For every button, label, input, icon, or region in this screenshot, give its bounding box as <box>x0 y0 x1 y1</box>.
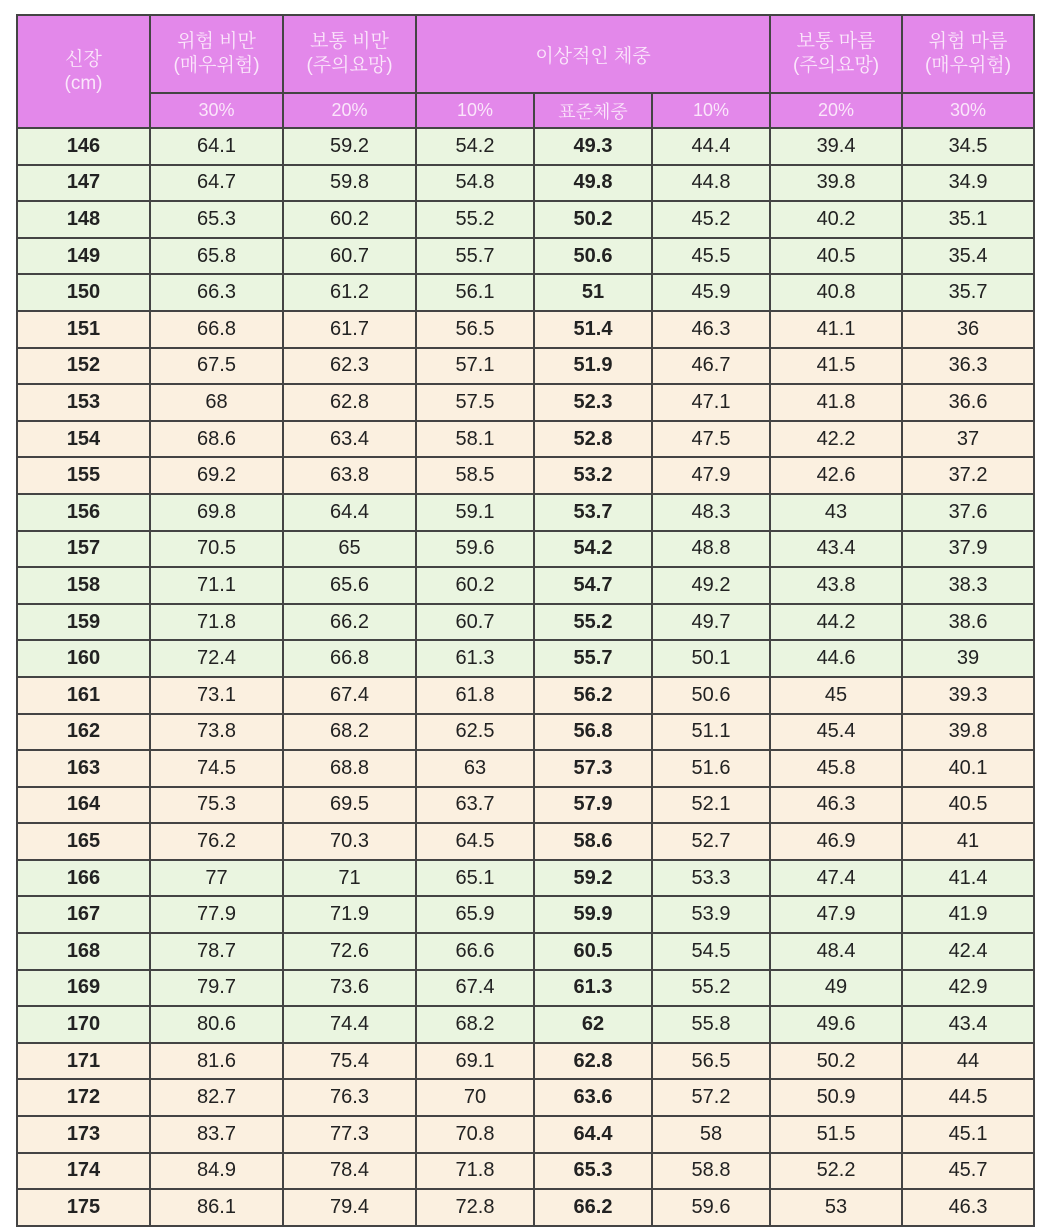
height-cell: 149 <box>17 238 150 275</box>
table-row <box>17 567 1034 604</box>
moderate-obese-cell: 60.7 <box>283 238 416 275</box>
ideal-minus-cell: 44.4 <box>652 128 770 165</box>
height-cell: 159 <box>17 604 150 641</box>
danger-thin-cell: 35.4 <box>902 238 1034 275</box>
moderate-obese-cell: 69.5 <box>283 787 416 824</box>
moderate-obese-cell: 70.3 <box>283 823 416 860</box>
moderate-thin-cell: 46.3 <box>770 787 902 824</box>
height-cell: 161 <box>17 677 150 714</box>
danger-obese-cell: 65.8 <box>150 238 283 275</box>
danger-obese-cell: 69.2 <box>150 457 283 494</box>
table-row <box>17 604 1034 641</box>
table-row <box>17 274 1034 311</box>
standard-weight-cell: 59.2 <box>534 860 652 897</box>
height-cell: 164 <box>17 787 150 824</box>
standard-weight-cell: 54.7 <box>534 567 652 604</box>
moderate-thin-cell: 41.5 <box>770 348 902 385</box>
moderate-thin-cell: 45.8 <box>770 750 902 787</box>
standard-weight-cell: 57.3 <box>534 750 652 787</box>
standard-weight-cell: 56.2 <box>534 677 652 714</box>
ideal-minus-cell: 58.8 <box>652 1153 770 1190</box>
ideal-plus-cell: 67.4 <box>416 970 534 1007</box>
height-cell: 150 <box>17 274 150 311</box>
ideal-minus-cell: 45.2 <box>652 201 770 238</box>
danger-thin-cell: 42.9 <box>902 970 1034 1007</box>
moderate-obese-cell: 59.8 <box>283 165 416 202</box>
standard-weight-cell: 51 <box>534 274 652 311</box>
ideal-plus-cell: 61.3 <box>416 640 534 677</box>
standard-weight-cell: 62 <box>534 1006 652 1043</box>
table-row <box>17 311 1034 348</box>
danger-obese-cell: 77 <box>150 860 283 897</box>
height-cell: 166 <box>17 860 150 897</box>
table-row <box>17 421 1034 458</box>
ideal-minus-cell: 48.3 <box>652 494 770 531</box>
moderate-obese-cell: 66.8 <box>283 640 416 677</box>
danger-thin-cell: 38.6 <box>902 604 1034 641</box>
ideal-minus-cell: 49.7 <box>652 604 770 641</box>
moderate-obese-cell: 78.4 <box>283 1153 416 1190</box>
ideal-plus-cell: 56.1 <box>416 274 534 311</box>
moderate-thin-cell: 46.9 <box>770 823 902 860</box>
danger-thin-cell: 39.8 <box>902 714 1034 751</box>
moderate-thin-cell: 49.6 <box>770 1006 902 1043</box>
moderate-obese-cell: 62.3 <box>283 348 416 385</box>
danger-thin-cell: 36.6 <box>902 384 1034 421</box>
height-cell: 168 <box>17 933 150 970</box>
ideal-plus-cell: 68.2 <box>416 1006 534 1043</box>
danger-obese-cell: 72.4 <box>150 640 283 677</box>
ideal-minus-cell: 57.2 <box>652 1079 770 1116</box>
danger-thin-cell: 42.4 <box>902 933 1034 970</box>
moderate-obese-cell: 63.8 <box>283 457 416 494</box>
sub-header-danger-thin: 30% <box>902 93 1034 128</box>
ideal-minus-cell: 47.1 <box>652 384 770 421</box>
ideal-minus-cell: 52.7 <box>652 823 770 860</box>
table-row <box>17 860 1034 897</box>
danger-thin-cell: 39 <box>902 640 1034 677</box>
moderate-thin-cell: 42.2 <box>770 421 902 458</box>
ideal-minus-cell: 47.5 <box>652 421 770 458</box>
height-cell: 155 <box>17 457 150 494</box>
danger-thin-cell: 38.3 <box>902 567 1034 604</box>
ideal-minus-cell: 50.6 <box>652 677 770 714</box>
table-row <box>17 1153 1034 1190</box>
moderate-thin-cell: 45 <box>770 677 902 714</box>
danger-thin-cell: 35.7 <box>902 274 1034 311</box>
danger-obese-cell: 79.7 <box>150 970 283 1007</box>
moderate-obese-header: 보통 비만 (주의요망) <box>283 15 416 93</box>
moderate-thin-cell: 39.4 <box>770 128 902 165</box>
danger-obese-cell: 77.9 <box>150 896 283 933</box>
danger-obese-cell: 73.1 <box>150 677 283 714</box>
moderate-thin-cell: 47.9 <box>770 896 902 933</box>
table-row <box>17 1189 1034 1226</box>
moderate-obese-cell: 62.8 <box>283 384 416 421</box>
sub-header-moderate-thin: 20% <box>770 93 902 128</box>
moderate-obese-cell: 68.8 <box>283 750 416 787</box>
standard-weight-cell: 50.6 <box>534 238 652 275</box>
moderate-thin-cell: 41.1 <box>770 311 902 348</box>
ideal-plus-cell: 70 <box>416 1079 534 1116</box>
height-cell: 171 <box>17 1043 150 1080</box>
standard-weight-cell: 49.8 <box>534 165 652 202</box>
table-row <box>17 238 1034 275</box>
danger-obese-cell: 71.8 <box>150 604 283 641</box>
table-row <box>17 896 1034 933</box>
ideal-plus-cell: 62.5 <box>416 714 534 751</box>
moderate-thin-cell: 49 <box>770 970 902 1007</box>
ideal-minus-cell: 58 <box>652 1116 770 1153</box>
danger-obese-cell: 81.6 <box>150 1043 283 1080</box>
danger-obese-cell: 64.1 <box>150 128 283 165</box>
moderate-thin-cell: 43.4 <box>770 531 902 568</box>
standard-weight-cell: 56.8 <box>534 714 652 751</box>
table-row <box>17 531 1034 568</box>
danger-thin-cell: 39.3 <box>902 677 1034 714</box>
moderate-thin-cell: 50.9 <box>770 1079 902 1116</box>
ideal-plus-cell: 54.8 <box>416 165 534 202</box>
danger-obese-cell: 68 <box>150 384 283 421</box>
danger-thin-cell: 45.1 <box>902 1116 1034 1153</box>
moderate-thin-cell: 44.6 <box>770 640 902 677</box>
danger-obese-cell: 86.1 <box>150 1189 283 1226</box>
ideal-minus-cell: 53.3 <box>652 860 770 897</box>
ideal-plus-cell: 61.8 <box>416 677 534 714</box>
table-row <box>17 201 1034 238</box>
standard-weight-cell: 64.4 <box>534 1116 652 1153</box>
moderate-thin-cell: 50.2 <box>770 1043 902 1080</box>
danger-thin-cell: 34.9 <box>902 165 1034 202</box>
weight-table-container <box>16 14 1033 1227</box>
moderate-thin-cell: 40.2 <box>770 201 902 238</box>
ideal-plus-cell: 66.6 <box>416 933 534 970</box>
ideal-plus-cell: 54.2 <box>416 128 534 165</box>
moderate-thin-cell: 51.5 <box>770 1116 902 1153</box>
table-row <box>17 1006 1034 1043</box>
moderate-thin-cell: 53 <box>770 1189 902 1226</box>
standard-weight-cell: 51.9 <box>534 348 652 385</box>
danger-thin-cell: 40.1 <box>902 750 1034 787</box>
moderate-thin-cell: 39.8 <box>770 165 902 202</box>
danger-thin-cell: 36 <box>902 311 1034 348</box>
height-cell: 163 <box>17 750 150 787</box>
moderate-obese-cell: 77.3 <box>283 1116 416 1153</box>
moderate-thin-cell: 43 <box>770 494 902 531</box>
ideal-plus-cell: 72.8 <box>416 1189 534 1226</box>
danger-thin-cell: 37.9 <box>902 531 1034 568</box>
danger-obese-cell: 83.7 <box>150 1116 283 1153</box>
table-row <box>17 677 1034 714</box>
danger-obese-cell: 71.1 <box>150 567 283 604</box>
height-cell: 174 <box>17 1153 150 1190</box>
sub-header-ideal-plus: 10% <box>416 93 534 128</box>
table-row <box>17 1043 1034 1080</box>
danger-obese-cell: 80.6 <box>150 1006 283 1043</box>
ideal-minus-cell: 53.9 <box>652 896 770 933</box>
danger-thin-cell: 34.5 <box>902 128 1034 165</box>
danger-thin-cell: 46.3 <box>902 1189 1034 1226</box>
ideal-plus-cell: 69.1 <box>416 1043 534 1080</box>
danger-thin-cell: 40.5 <box>902 787 1034 824</box>
ideal-minus-cell: 50.1 <box>652 640 770 677</box>
table-row <box>17 1079 1034 1116</box>
standard-weight-cell: 53.7 <box>534 494 652 531</box>
sub-header-moderate-obese: 20% <box>283 93 416 128</box>
ideal-minus-cell: 55.8 <box>652 1006 770 1043</box>
danger-obese-cell: 69.8 <box>150 494 283 531</box>
danger-obese-cell: 76.2 <box>150 823 283 860</box>
moderate-obese-cell: 67.4 <box>283 677 416 714</box>
danger-thin-cell: 44 <box>902 1043 1034 1080</box>
ideal-plus-cell: 70.8 <box>416 1116 534 1153</box>
ideal-minus-cell: 46.7 <box>652 348 770 385</box>
danger-thin-cell: 41 <box>902 823 1034 860</box>
danger-thin-cell: 45.7 <box>902 1153 1034 1190</box>
standard-weight-cell: 55.7 <box>534 640 652 677</box>
ideal-plus-cell: 55.7 <box>416 238 534 275</box>
moderate-obese-cell: 60.2 <box>283 201 416 238</box>
ideal-plus-cell: 58.1 <box>416 421 534 458</box>
height-cell: 148 <box>17 201 150 238</box>
height-cell: 153 <box>17 384 150 421</box>
height-cell: 173 <box>17 1116 150 1153</box>
danger-thin-cell: 35.1 <box>902 201 1034 238</box>
moderate-obese-cell: 64.4 <box>283 494 416 531</box>
danger-obese-cell: 73.8 <box>150 714 283 751</box>
moderate-obese-cell: 61.2 <box>283 274 416 311</box>
danger-obese-cell: 65.3 <box>150 201 283 238</box>
ideal-plus-cell: 56.5 <box>416 311 534 348</box>
danger-obese-cell: 74.5 <box>150 750 283 787</box>
ideal-plus-cell: 57.5 <box>416 384 534 421</box>
moderate-obese-cell: 65.6 <box>283 567 416 604</box>
danger-thin-cell: 41.4 <box>902 860 1034 897</box>
danger-obese-cell: 70.5 <box>150 531 283 568</box>
standard-weight-cell: 60.5 <box>534 933 652 970</box>
danger-thin-header: 위험 마름 (매우위험) <box>902 15 1034 93</box>
moderate-obese-cell: 76.3 <box>283 1079 416 1116</box>
standard-weight-cell: 49.3 <box>534 128 652 165</box>
danger-thin-cell: 41.9 <box>902 896 1034 933</box>
ideal-plus-cell: 58.5 <box>416 457 534 494</box>
danger-obese-cell: 75.3 <box>150 787 283 824</box>
table-row <box>17 714 1034 751</box>
danger-obese-cell: 66.8 <box>150 311 283 348</box>
table-row <box>17 787 1034 824</box>
moderate-obese-cell: 73.6 <box>283 970 416 1007</box>
standard-weight-cell: 53.2 <box>534 457 652 494</box>
moderate-thin-cell: 43.8 <box>770 567 902 604</box>
ideal-plus-cell: 57.1 <box>416 348 534 385</box>
height-cell: 167 <box>17 896 150 933</box>
ideal-minus-cell: 46.3 <box>652 311 770 348</box>
table-row <box>17 823 1034 860</box>
ideal-plus-cell: 71.8 <box>416 1153 534 1190</box>
height-cell: 169 <box>17 970 150 1007</box>
moderate-obese-cell: 65 <box>283 531 416 568</box>
height-cell: 147 <box>17 165 150 202</box>
ideal-minus-cell: 52.1 <box>652 787 770 824</box>
ideal-plus-cell: 65.1 <box>416 860 534 897</box>
moderate-thin-cell: 48.4 <box>770 933 902 970</box>
ideal-minus-cell: 55.2 <box>652 970 770 1007</box>
ideal-plus-cell: 63 <box>416 750 534 787</box>
sub-header-danger-obese: 30% <box>150 93 283 128</box>
standard-weight-cell: 55.2 <box>534 604 652 641</box>
moderate-thin-cell: 44.2 <box>770 604 902 641</box>
moderate-thin-cell: 40.8 <box>770 274 902 311</box>
standard-weight-cell: 54.2 <box>534 531 652 568</box>
danger-thin-cell: 37 <box>902 421 1034 458</box>
height-cell: 157 <box>17 531 150 568</box>
danger-obese-cell: 68.6 <box>150 421 283 458</box>
moderate-thin-cell: 40.5 <box>770 238 902 275</box>
moderate-obese-cell: 63.4 <box>283 421 416 458</box>
ideal-plus-cell: 59.1 <box>416 494 534 531</box>
moderate-obese-cell: 74.4 <box>283 1006 416 1043</box>
height-cell: 175 <box>17 1189 150 1226</box>
ideal-minus-cell: 47.9 <box>652 457 770 494</box>
moderate-thin-cell: 45.4 <box>770 714 902 751</box>
table-row <box>17 457 1034 494</box>
sub-header-standard-weight: 표준체중 <box>534 93 652 128</box>
danger-obese-header: 위험 비만 (매우위험) <box>150 15 283 93</box>
table-row <box>17 494 1034 531</box>
moderate-obese-cell: 68.2 <box>283 714 416 751</box>
danger-thin-cell: 37.2 <box>902 457 1034 494</box>
ideal-minus-cell: 45.5 <box>652 238 770 275</box>
danger-obese-cell: 66.3 <box>150 274 283 311</box>
moderate-obese-cell: 71.9 <box>283 896 416 933</box>
table-row <box>17 1116 1034 1153</box>
table-row <box>17 165 1034 202</box>
danger-thin-cell: 43.4 <box>902 1006 1034 1043</box>
standard-weight-cell: 65.3 <box>534 1153 652 1190</box>
height-cell: 172 <box>17 1079 150 1116</box>
ideal-minus-cell: 49.2 <box>652 567 770 604</box>
moderate-obese-cell: 59.2 <box>283 128 416 165</box>
moderate-obese-cell: 71 <box>283 860 416 897</box>
ideal-minus-cell: 54.5 <box>652 933 770 970</box>
height-cell: 165 <box>17 823 150 860</box>
standard-weight-cell: 62.8 <box>534 1043 652 1080</box>
ideal-plus-cell: 64.5 <box>416 823 534 860</box>
table-row <box>17 750 1034 787</box>
standard-weight-cell: 63.6 <box>534 1079 652 1116</box>
table-row <box>17 384 1034 421</box>
danger-obese-cell: 84.9 <box>150 1153 283 1190</box>
sub-header-ideal-minus: 10% <box>652 93 770 128</box>
table-header <box>17 15 1034 128</box>
danger-obese-cell: 67.5 <box>150 348 283 385</box>
ideal-plus-cell: 65.9 <box>416 896 534 933</box>
ideal-minus-cell: 56.5 <box>652 1043 770 1080</box>
danger-obese-cell: 82.7 <box>150 1079 283 1116</box>
moderate-obese-cell: 72.6 <box>283 933 416 970</box>
ideal-minus-cell: 44.8 <box>652 165 770 202</box>
ideal-plus-cell: 60.7 <box>416 604 534 641</box>
height-cell: 156 <box>17 494 150 531</box>
ideal-plus-cell: 63.7 <box>416 787 534 824</box>
standard-weight-cell: 58.6 <box>534 823 652 860</box>
height-cell: 151 <box>17 311 150 348</box>
standard-weight-cell: 52.3 <box>534 384 652 421</box>
ideal-plus-cell: 60.2 <box>416 567 534 604</box>
height-header: 신장 (cm) <box>17 15 150 128</box>
table-row <box>17 933 1034 970</box>
height-cell: 154 <box>17 421 150 458</box>
ideal-minus-cell: 51.1 <box>652 714 770 751</box>
ideal-minus-cell: 51.6 <box>652 750 770 787</box>
ideal-weight-header: 이상적인 체중 <box>416 15 770 93</box>
danger-thin-cell: 37.6 <box>902 494 1034 531</box>
table-row <box>17 128 1034 165</box>
moderate-thin-cell: 47.4 <box>770 860 902 897</box>
moderate-obese-cell: 79.4 <box>283 1189 416 1226</box>
danger-thin-cell: 44.5 <box>902 1079 1034 1116</box>
moderate-obese-cell: 75.4 <box>283 1043 416 1080</box>
standard-weight-cell: 50.2 <box>534 201 652 238</box>
moderate-thin-cell: 41.8 <box>770 384 902 421</box>
standard-weight-cell: 52.8 <box>534 421 652 458</box>
ideal-minus-cell: 59.6 <box>652 1189 770 1226</box>
table-row <box>17 348 1034 385</box>
ideal-plus-cell: 55.2 <box>416 201 534 238</box>
table-row <box>17 970 1034 1007</box>
moderate-thin-header: 보통 마름 (주의요망) <box>770 15 902 93</box>
height-cell: 160 <box>17 640 150 677</box>
moderate-obese-cell: 61.7 <box>283 311 416 348</box>
table-body <box>17 128 1034 1226</box>
moderate-thin-cell: 52.2 <box>770 1153 902 1190</box>
standard-weight-cell: 57.9 <box>534 787 652 824</box>
standard-weight-cell: 66.2 <box>534 1189 652 1226</box>
moderate-thin-cell: 42.6 <box>770 457 902 494</box>
table-row <box>17 640 1034 677</box>
height-cell: 152 <box>17 348 150 385</box>
height-cell: 146 <box>17 128 150 165</box>
standard-weight-cell: 61.3 <box>534 970 652 1007</box>
height-cell: 162 <box>17 714 150 751</box>
ideal-minus-cell: 45.9 <box>652 274 770 311</box>
weight-table <box>16 14 1035 1227</box>
height-cell: 170 <box>17 1006 150 1043</box>
danger-thin-cell: 36.3 <box>902 348 1034 385</box>
standard-weight-cell: 59.9 <box>534 896 652 933</box>
height-cell: 158 <box>17 567 150 604</box>
danger-obese-cell: 78.7 <box>150 933 283 970</box>
moderate-obese-cell: 66.2 <box>283 604 416 641</box>
ideal-plus-cell: 59.6 <box>416 531 534 568</box>
danger-obese-cell: 64.7 <box>150 165 283 202</box>
standard-weight-cell: 51.4 <box>534 311 652 348</box>
ideal-minus-cell: 48.8 <box>652 531 770 568</box>
